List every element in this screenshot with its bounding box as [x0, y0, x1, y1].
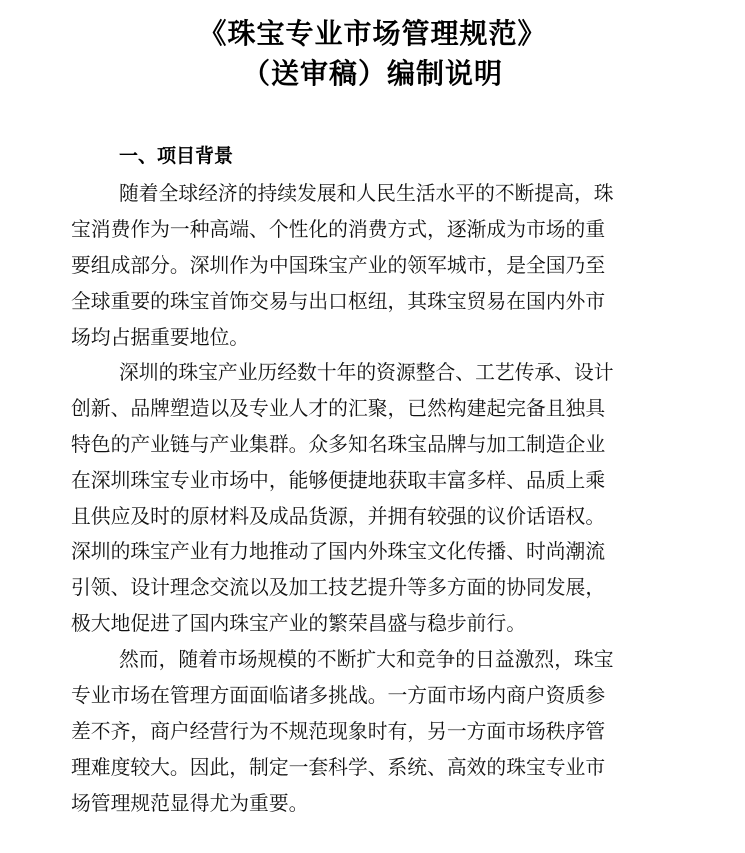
paragraph-line: 场管理规范显得尤为重要。	[71, 791, 309, 815]
paragraph-1	[71, 176, 661, 355]
paragraph-line: 随着全球经济的持续发展和人民生活水平的不断提高，珠	[119, 182, 614, 205]
paragraph-line: 差不齐，商户经营行为不规范现象时有，另一方面市场秩序管	[71, 719, 606, 743]
paragraph-line: 极大地促进了国内珠宝产业的繁荣昌盛与稳步前行。	[71, 612, 526, 636]
paragraph-line: 专业市场在管理方面面临诸多挑战。一方面市场内商户资质参	[71, 683, 606, 707]
title-line-1: 《珠宝专业市场管理规范》	[198, 17, 547, 50]
paragraph-3	[71, 642, 661, 821]
section-heading-background: 一、项目背景	[119, 145, 234, 167]
document-title	[0, 14, 745, 94]
paragraph-line: 全球重要的珠宝首饰交易与出口枢纽，其珠宝贸易在国内外市	[71, 289, 606, 313]
paragraph-line: 要组成部分。深圳作为中国珠宝产业的领军城市，是全国乃至	[71, 253, 606, 277]
paragraph-line: 引领、设计理念交流以及加工技艺提升等多方面的协同发展，	[71, 576, 606, 600]
paragraph-line: 理难度较大。因此，制定一套科学、系统、高效的珠宝专业市	[71, 755, 606, 779]
paragraph-line: 然而，随着市场规模的不断扩大和竞争的日益激烈，珠宝	[119, 648, 614, 671]
paragraph-line: 创新、品牌塑造以及专业人才的汇聚，已然构建起完备且独具	[71, 396, 606, 420]
paragraph-line: 深圳的珠宝产业历经数十年的资源整合、工艺传承、设计	[119, 361, 614, 384]
paragraph-line: 场均占据重要地位。	[71, 325, 250, 349]
paragraph-line: 且供应及时的原材料及成品货源，并拥有较强的议价话语权。	[71, 504, 606, 528]
paragraph-2	[71, 355, 661, 642]
paragraph-line: 深圳的珠宝产业有力地推动了国内外珠宝文化传播、时尚潮流	[71, 540, 606, 564]
title-line-2: （送审稿）编制说明	[241, 57, 503, 90]
paragraph-line: 在深圳珠宝专业市场中，能够便捷地获取丰富多样、品质上乘	[71, 468, 606, 492]
paragraph-line: 特色的产业链与产业集群。众多知名珠宝品牌与加工制造企业	[71, 432, 606, 456]
paragraph-line: 宝消费作为一种高端、个性化的消费方式，逐渐成为市场的重	[71, 217, 606, 241]
